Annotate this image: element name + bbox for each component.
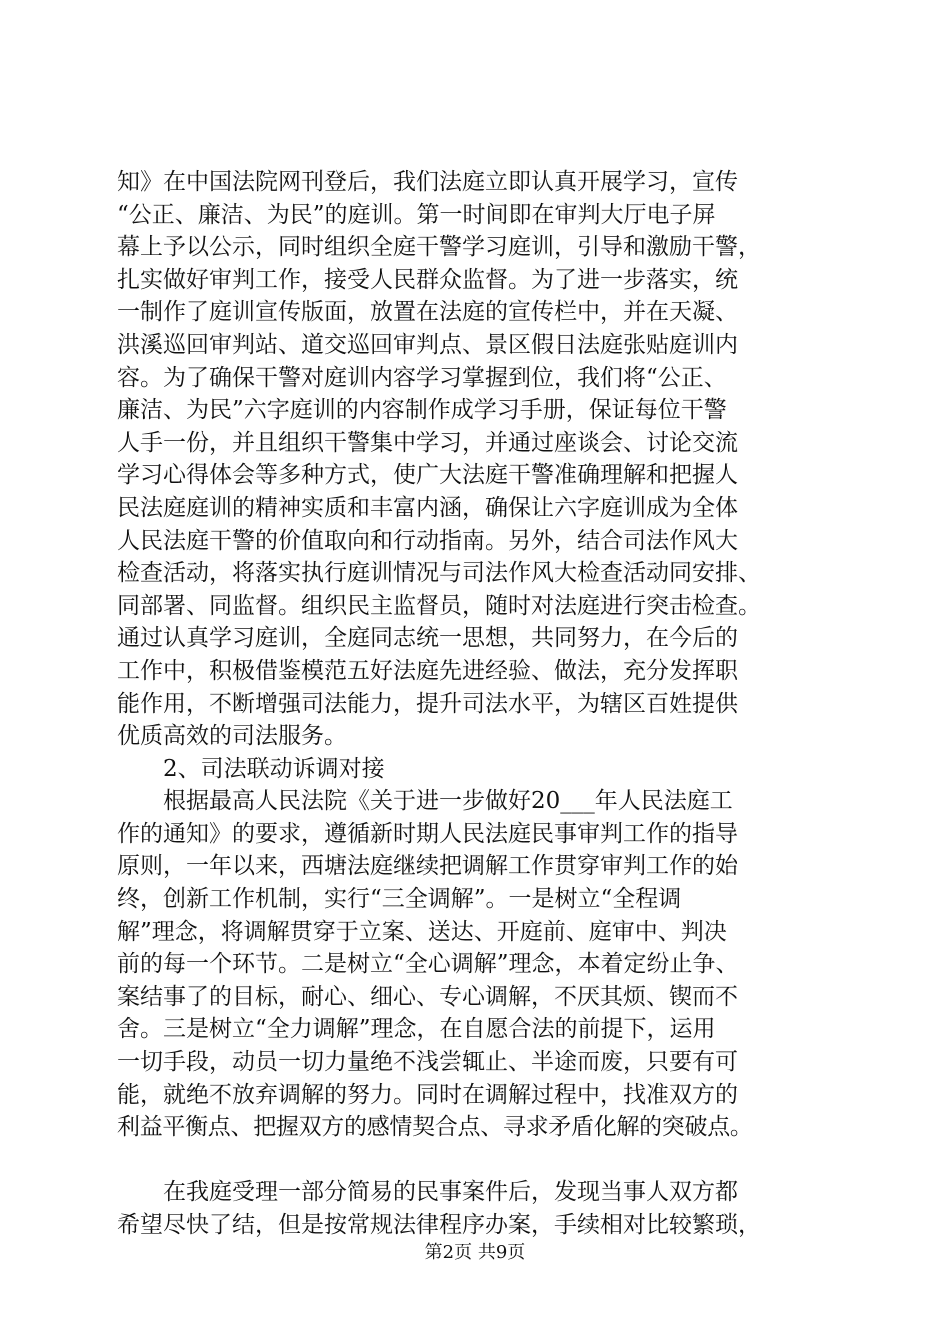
text-line: 根据最高人民法院《关于进一步做好20___年人民法庭工 <box>163 788 733 815</box>
text-line: 人手一份，并且组织干警集中学习，并通过座谈会、讨论交流 <box>117 429 738 456</box>
document-body <box>117 166 837 1242</box>
text-line: 廉洁、为民”六字庭训的内容制作成学习手册，保证每位干警 <box>117 397 727 424</box>
text-line: 一切手段，动员一切力量绝不浅尝辄止、半途而废，只要有可 <box>117 1049 738 1076</box>
text-line: 知》在中国法院网刊登后，我们法庭立即认真开展学习，宣传 <box>117 169 738 195</box>
text-line: 洪溪巡回审判站、道交巡回审判点、景区假日法庭张贴庭训内 <box>117 331 738 358</box>
text-line: 幕上予以公示，同时组织全庭干警学习庭训，引导和激励干警， <box>117 234 761 261</box>
text-line: 解”理念，将调解贯穿于立案、送达、开庭前、庭审中、判决 <box>117 918 727 945</box>
text-line: 一制作了庭训宣传版面，放置在法庭的宣传栏中，并在天凝、 <box>117 299 738 326</box>
paragraph-simple-cases <box>117 1176 837 1241</box>
text-line: 检查活动，将落实执行庭训情况与司法作风大检查活动同安排、 <box>117 560 761 587</box>
text-line: 原则，一年以来，西塘法庭继续把调解工作贯穿审判工作的始 <box>117 853 738 880</box>
text-line: 同部署、同监督。组织民主监督员，随时对法庭进行突击检查。 <box>117 592 761 619</box>
text-line: 舍。三是树立“全力调解”理念，在自愿合法的前提下，运用 <box>117 1016 716 1043</box>
text-line: 在我庭受理一部分简易的民事案件后，发现当事人双方都 <box>163 1179 738 1206</box>
text-line: 容。为了确保干警对庭训内容学习掌握到位，我们将“公正、 <box>117 364 727 391</box>
paragraph-gap <box>117 1144 837 1177</box>
text-line: 民法庭庭训的精神实质和丰富内涵，确保让六字庭训成为全体 <box>117 494 738 521</box>
text-line: 能作用，不断增强司法能力，提升司法水平，为辖区百姓提供 <box>117 690 738 717</box>
text-line: 通过认真学习庭训，全庭同志统一思想，共同努力，在今后的 <box>117 625 738 652</box>
text-line: 作的通知》的要求，遵循新时期人民法庭民事审判工作的指导 <box>117 820 738 847</box>
text-line: 优质高效的司法服务。 <box>117 723 347 750</box>
text-line: 工作中，积极借鉴模范五好法庭先进经验、做法，充分发挥职 <box>117 657 738 684</box>
section-heading: 2、司法联动诉调对接 <box>163 755 385 782</box>
text-line: 希望尽快了结，但是按常规法律程序办案，手续相对比较繁琐， <box>117 1212 761 1238</box>
text-line: 终，创新工作机制，实行“三全调解”。一是树立“全程调 <box>117 886 682 913</box>
text-line: 案结事了的目标，耐心、细心、专心调解，不厌其烦、锲而不 <box>117 983 738 1010</box>
text-line: 利益平衡点、把握双方的感情契合点、寻求矛盾化解的突破点。 <box>117 1114 753 1141</box>
text-line: 人民法庭干警的价值取向和行动指南。另外，结合司法作风大 <box>117 527 738 554</box>
paragraph-mediation <box>117 785 837 1144</box>
text-line: “公正、廉洁、为民”的庭训。第一时间即在审判大厅电子屏 <box>117 201 716 228</box>
text-line: 扎实做好审判工作，接受人民群众监督。为了进一步落实，统 <box>117 266 738 293</box>
text-line: 前的每一个环节。二是树立“全心调解”理念，本着定纷止争、 <box>117 951 739 978</box>
paragraph-court-motto <box>117 166 837 753</box>
text-line: 能，就绝不放弃调解的努力。同时在调解过程中，找准双方的 <box>117 1081 738 1108</box>
page-number-footer: 第2页 共9页 <box>424 1242 526 1263</box>
text-line: 学习心得体会等多种方式，使广大法庭干警准确理解和把握人 <box>117 462 738 489</box>
